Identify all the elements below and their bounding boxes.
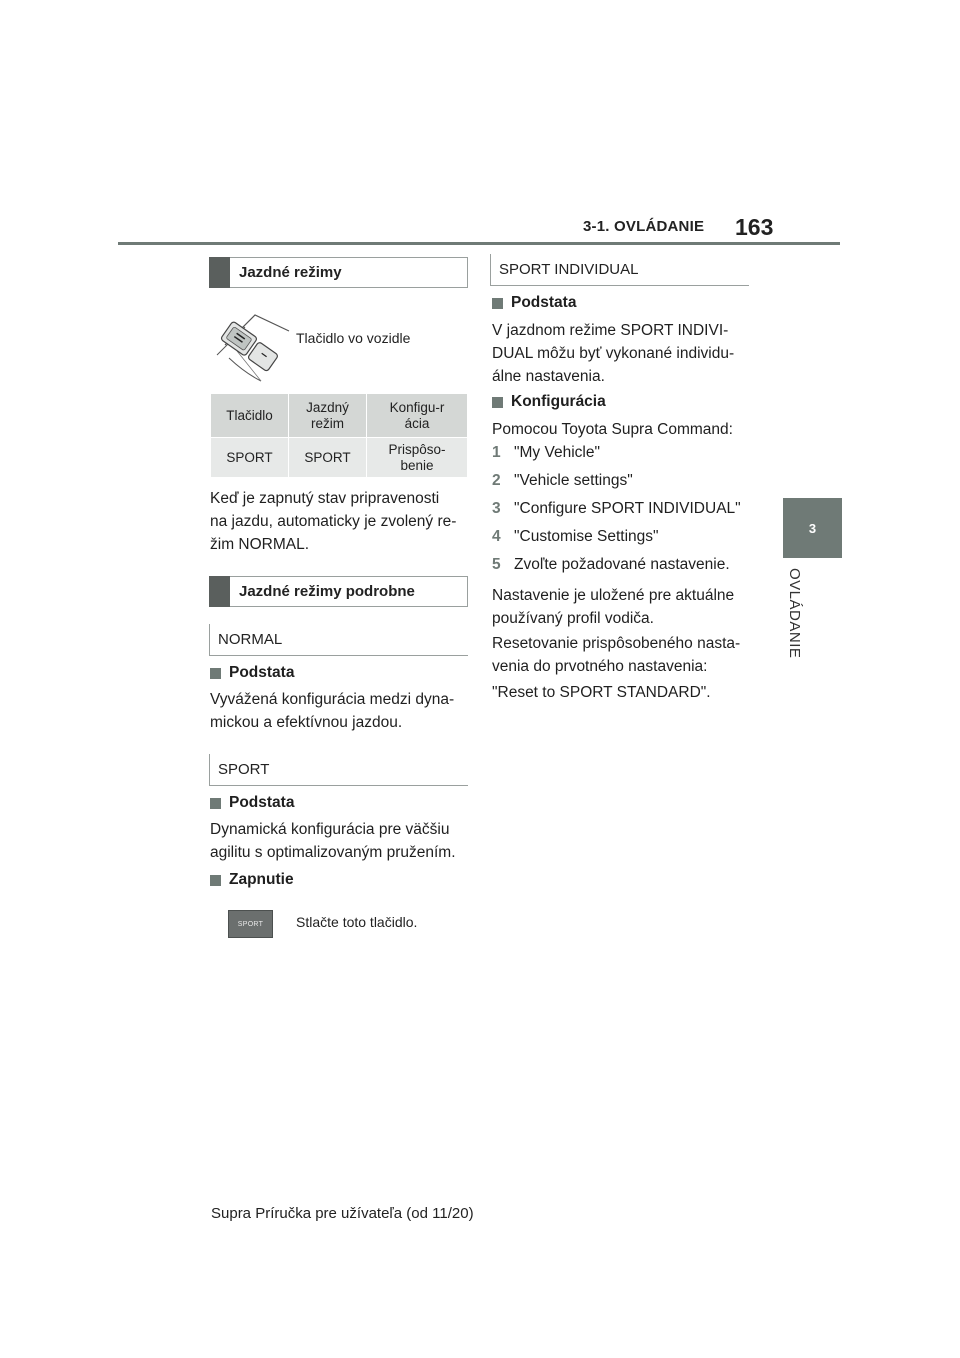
header-rule (118, 242, 840, 245)
heading-text: Jazdné režimy (239, 264, 342, 281)
step-text: "Customise Settings" (514, 528, 659, 545)
chapter-tab: 3 (783, 498, 842, 558)
step-text: "My Vehicle" (514, 444, 600, 461)
bullet-text: Zapnutie (229, 871, 294, 888)
sport-button-icon (228, 910, 273, 938)
step-number: 4 (492, 528, 501, 545)
reset-line: Resetovanie prispôsobeného nasta- (492, 635, 741, 652)
heading-driving-modes (209, 257, 468, 288)
heading-bar (209, 576, 230, 607)
list-item (492, 444, 600, 462)
individual-line: V jazdnom režime SPORT INDIVI- (492, 322, 729, 339)
bullet-individual-essence (492, 294, 576, 312)
bullet-text: Podstata (229, 794, 295, 811)
step-text: "Vehicle settings" (514, 472, 633, 489)
list-item (492, 500, 741, 518)
section-title: 3-1. OVLÁDANIE (583, 218, 705, 235)
square-bullet-icon (210, 798, 221, 809)
step-text: Zvoľte požadované nastavenie. (514, 556, 730, 573)
bullet-sport-activate (210, 871, 294, 889)
table-cell: SPORT (289, 438, 367, 478)
subheading-normal: NORMAL (209, 624, 468, 656)
intro-line: žim NORMAL. (210, 536, 310, 553)
saved-line: používaný profil vodiča. (492, 610, 654, 627)
list-item (492, 472, 633, 490)
reset-line: venia do prvotného nastavenia: (492, 658, 708, 675)
cell-text: Prispôso-benie (388, 441, 446, 473)
heading-text: Jazdné režimy podrobne (239, 583, 415, 600)
square-bullet-icon (210, 875, 221, 886)
square-bullet-icon (492, 298, 503, 309)
subheading-sport: SPORT (209, 754, 468, 786)
bullet-text: Konfigurácia (511, 393, 606, 410)
table-header-row (211, 394, 468, 438)
heading-modes-detail (209, 576, 468, 607)
mode-table (210, 393, 468, 478)
bullet-normal-essence (210, 664, 294, 682)
list-item (492, 528, 659, 546)
intro-line: na jazdu, automaticky je zvolený re- (210, 513, 457, 530)
sport-button-label: SPORT (237, 920, 264, 928)
bullet-configuration (492, 393, 606, 411)
subheading-sport-individual: SPORT INDIVIDUAL (490, 254, 749, 286)
step-number: 1 (492, 444, 501, 461)
saved-line: Nastavenie je uložené pre aktuálne (492, 587, 735, 604)
cell-text: Konfigu-rácia (389, 399, 445, 431)
table-row (211, 438, 468, 478)
sport-line: agilitu s optimalizovaným pružením. (210, 844, 456, 861)
bullet-text: Podstata (511, 294, 577, 311)
list-item (492, 556, 730, 574)
footer-text: Supra Príručka pre užívateľa (od 11/20) (211, 1205, 474, 1222)
table-cell: SPORT (211, 438, 289, 478)
button-caption: Tlačidlo vo vozidle (296, 330, 411, 346)
table-header-cell (289, 394, 367, 438)
reset-value: "Reset to SPORT STANDARD". (492, 684, 711, 701)
table-header-cell: Tlačidlo (211, 394, 289, 438)
step-number: 5 (492, 556, 501, 573)
page-number: 163 (735, 214, 774, 240)
step-number: 3 (492, 500, 501, 517)
heading-bar (209, 257, 230, 288)
table-cell (367, 438, 468, 478)
individual-line: DUAL môžu byť vykonané individu- (492, 345, 735, 362)
configuration-lead: Pomocou Toyota Supra Command: (492, 421, 733, 438)
normal-line: Vyvážená konfigurácia medzi dyna- (210, 691, 455, 708)
individual-line: álne nastavenia. (492, 368, 605, 385)
table-header-cell (367, 394, 468, 438)
bullet-text: Podstata (229, 664, 295, 681)
cell-text: Jazdný režim (306, 399, 349, 431)
intro-line: Keď je zapnutý stav pripravenosti (210, 490, 440, 507)
normal-line: mickou a efektívnou jazdou. (210, 714, 403, 731)
square-bullet-icon (492, 397, 503, 408)
vehicle-button-illustration (215, 303, 290, 383)
square-bullet-icon (210, 668, 221, 679)
sport-line: Dynamická konfigurácia pre väčšiu (210, 821, 450, 838)
bullet-sport-essence (210, 794, 294, 812)
chapter-label: OVLÁDANIE (786, 568, 803, 659)
sport-button-caption: Stlačte toto tlačidlo. (296, 914, 418, 930)
step-number: 2 (492, 472, 501, 489)
step-text: "Configure SPORT INDIVIDUAL" (514, 500, 741, 517)
